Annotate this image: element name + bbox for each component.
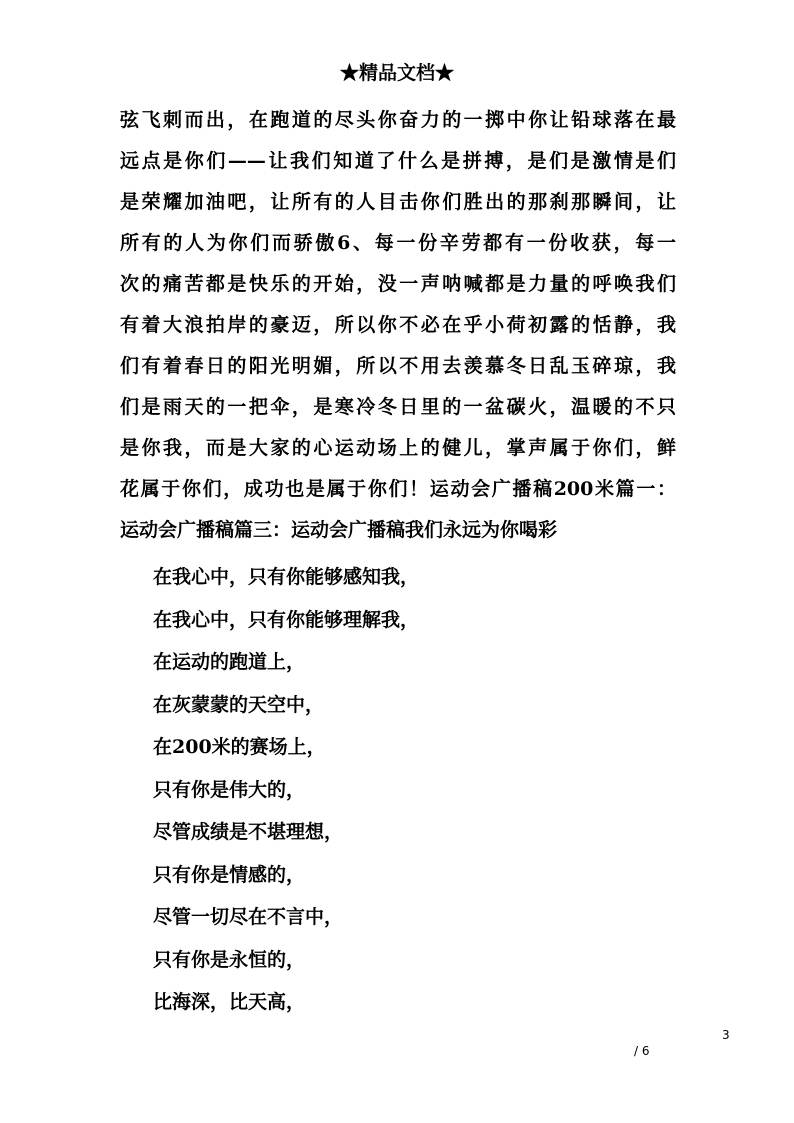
paragraph-line: 花属于你们，成功也是属于你们！运动会广播稿200米篇一： bbox=[120, 478, 676, 500]
poem-line: 尽管一切尽在不言中， bbox=[153, 906, 344, 928]
paragraph-line: 所有的人为你们而骄傲6、每一份辛劳都有一份收获，每一 bbox=[120, 232, 676, 254]
poem-line: 在灰蒙蒙的天空中， bbox=[153, 693, 325, 716]
poem-line: 比海深，比天高， bbox=[153, 991, 306, 1013]
poem-line: 只有你是情感的， bbox=[153, 863, 306, 886]
page-number: 3 bbox=[722, 1028, 730, 1042]
paragraph-line: 们有着春日的阳光明媚，所以不用去羡慕冬日乱玉碎琼，我 bbox=[120, 355, 676, 377]
poem-line: 在运动的跑道上， bbox=[153, 651, 306, 673]
document-header-title: ★精品文档★ bbox=[339, 62, 454, 84]
paragraph-line: 们是雨天的一把伞，是寒冷冬日里的一盆碳火，温暖的不只 bbox=[120, 396, 676, 418]
paragraph-line: 运动会广播稿篇三：运动会广播稿我们永远为你喝彩 bbox=[120, 519, 558, 541]
paragraph-line: 是你我，而是大家的心运动场上的健儿，掌声属于你们，鲜 bbox=[120, 437, 676, 459]
page-total: / 6 bbox=[634, 1044, 650, 1058]
paragraph-line: 远点是你们——让我们知道了什么是拼搏，是们是激情是们 bbox=[120, 150, 676, 172]
body-paragraph bbox=[120, 100, 676, 551]
poem-line: 尽管成绩是不堪理想， bbox=[153, 821, 344, 843]
paragraph-line: 有着大浪拍岸的豪迈，所以你不必在乎小荷初露的恬静，我 bbox=[120, 314, 676, 336]
poem-line: 只有你是伟大的， bbox=[153, 778, 306, 801]
paragraph-line: 次的痛苦都是快乐的开始，没一声呐喊都是力量的呼唤我们 bbox=[120, 273, 676, 295]
poem-line: 在我心中，只有你能够感知我， bbox=[153, 566, 420, 588]
poem-block bbox=[153, 556, 653, 1024]
paragraph-line: 弦飞刺而出，在跑道的尽头你奋力的一掷中你让铅球落在最 bbox=[120, 109, 676, 131]
poem-line: 只有你是永恒的， bbox=[153, 948, 306, 971]
poem-line: 在200米的赛场上， bbox=[153, 736, 326, 758]
paragraph-line: 是荣耀加油吧，让所有的人目击你们胜出的那刹那瞬间，让 bbox=[120, 191, 676, 213]
poem-line: 在我心中，只有你能够理解我， bbox=[153, 608, 420, 631]
